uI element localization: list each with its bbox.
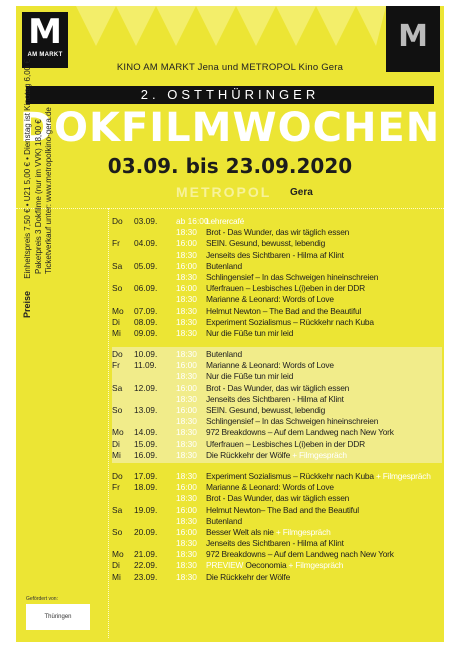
- schedule-row: [112, 560, 442, 571]
- row-time: 18:30: [176, 515, 197, 526]
- row-day: So: [112, 405, 123, 415]
- schedule-row: [112, 516, 442, 527]
- row-day: Di: [112, 316, 120, 327]
- row-date: 03.09.: [134, 216, 158, 226]
- row-date: 07.09.: [134, 305, 158, 316]
- row-time: 16:00: [176, 504, 197, 515]
- row-day: Do: [112, 216, 123, 226]
- schedule-row: [112, 450, 442, 461]
- row-film-title: Marianne & Leonard: Words of Love: [206, 294, 334, 305]
- row-time: 16:00: [176, 238, 197, 249]
- row-time: 18:30: [176, 327, 197, 338]
- schedule-week: [112, 214, 442, 341]
- logo-right-glyph: M: [398, 19, 428, 54]
- row-day: So: [112, 283, 123, 294]
- row-date: 08.09.: [134, 316, 158, 327]
- row-day: Sa: [112, 260, 123, 271]
- row-film: [206, 405, 325, 416]
- row-film-title: Butenland: [206, 260, 242, 271]
- row-film-title: Uferfrauen – Lesbisches L(i)eben in der DDR: [206, 438, 365, 449]
- row-day: Mo: [112, 549, 124, 560]
- row-film: [206, 283, 365, 294]
- row-date: 12.09.: [134, 382, 158, 393]
- row-time: 18:30: [176, 271, 197, 282]
- row-date: 17.09.: [134, 470, 158, 481]
- row-day: Mi: [112, 327, 121, 338]
- poster: [16, 6, 444, 642]
- cinemas-line: KINO AM MARKT Jena und METROPOL Kino Gera: [116, 62, 344, 73]
- row-date: 13.09.: [134, 405, 158, 415]
- row-date: 15.09.: [134, 438, 158, 449]
- row-film-title: SEIN. Gesund, bewusst, lebendig: [206, 405, 326, 415]
- row-prefix: PREVIEW: [206, 560, 244, 571]
- row-date: 14.09.: [134, 427, 158, 438]
- row-film-title: Jenseits des Sichtbaren - Hilma af Klint: [206, 249, 344, 260]
- row-film-title: Helmut Newton– The Bad and the Beautiful: [206, 504, 359, 515]
- row-day: Sa: [112, 504, 123, 515]
- sponsor-name: Thüringen: [44, 614, 72, 620]
- row-film: [206, 371, 293, 382]
- row-day: Mo: [112, 427, 124, 438]
- row-film: [206, 394, 344, 405]
- row-time: 16:00: [176, 526, 197, 537]
- schedule-row: [112, 471, 442, 482]
- schedule-row: [112, 317, 442, 328]
- row-film-title: Die Rückkehr der Wölfe: [206, 571, 291, 582]
- schedule-row: [112, 572, 442, 583]
- row-day: Mo: [112, 305, 124, 316]
- row-extra: + Filmgespräch: [275, 526, 331, 537]
- row-film: [206, 439, 365, 450]
- row-date: 11.09.: [134, 360, 157, 371]
- row-time: 18:30: [176, 249, 197, 260]
- row-film-title: Schlingensief – In das Schweigen hineinschreien: [206, 271, 379, 282]
- logo-left-glyph: M: [28, 12, 62, 52]
- row-film: [206, 349, 242, 360]
- row-film: [206, 416, 378, 427]
- row-time: 16:00: [176, 283, 197, 294]
- row-film: [206, 493, 349, 504]
- schedule-row: [112, 439, 442, 450]
- row-day: Mi: [112, 449, 121, 460]
- row-film: [206, 560, 343, 571]
- row-date: 05.09.: [134, 260, 158, 271]
- row-date: 19.09.: [134, 504, 158, 515]
- row-time: 18:30: [176, 305, 197, 316]
- schedule-week: [112, 347, 442, 463]
- row-date: 04.09.: [134, 238, 158, 249]
- ticket-url: Ticketverkauf unter: www.metropolkino-gera.de: [44, 107, 53, 274]
- row-film-title: Jenseits des Sichtbaren - Hilma af Klint: [206, 393, 344, 404]
- row-date: 21.09.: [134, 549, 158, 560]
- row-time: 18:30: [176, 438, 197, 449]
- schedule-row: [112, 328, 442, 339]
- row-film: [206, 227, 349, 238]
- row-day: Di: [112, 438, 120, 449]
- row-film: [206, 306, 361, 317]
- price-line-2: Paketpreis 3 Dokfilme (nur im VVK) 18,00 €: [33, 119, 43, 274]
- price-info: [22, 6, 55, 318]
- row-day: Do: [112, 349, 123, 360]
- row-time: 16:00: [176, 482, 197, 493]
- row-day: Sa: [112, 382, 123, 393]
- row-film-title: 972 Breakdowns – Auf dem Landweg nach New York: [206, 427, 394, 438]
- row-time: 18:30: [176, 427, 197, 438]
- price-label: Preise: [22, 290, 32, 318]
- row-day: Di: [112, 560, 120, 571]
- row-date: 22.09.: [134, 560, 158, 571]
- row-extra: + Filmgespräch: [288, 560, 344, 571]
- row-date: 18.09.: [134, 482, 158, 493]
- row-film: [206, 538, 344, 549]
- row-film-title: Helmut Newton – The Bad and the Beautiful: [206, 305, 362, 316]
- row-time: 16:00: [176, 260, 197, 271]
- row-film-title: 972 Breakdowns – Auf dem Landweg nach New York: [206, 549, 394, 560]
- row-film-title: Butenland: [206, 515, 242, 526]
- row-film-title: Brot - Das Wunder, das wir täglich essen: [206, 382, 350, 393]
- price-line-1: Einheitspreis 7,50 € • U21 5,00 € • Dienstag ist Kinotag 6,00 €: [23, 59, 32, 279]
- row-date: 10.09.: [134, 349, 158, 360]
- schedule-row: [112, 394, 442, 405]
- row-film-title: Butenland: [206, 349, 242, 360]
- row-film-title: Brot - Das Wunder, das wir täglich essen: [206, 493, 350, 504]
- row-time: 18:30: [176, 371, 197, 382]
- schedule-row: [112, 360, 442, 371]
- schedule-row: [112, 294, 442, 305]
- schedule-row: [112, 427, 442, 438]
- row-time: 18:30: [176, 470, 197, 481]
- thueringen-logo: [26, 604, 90, 630]
- row-film: [206, 238, 325, 249]
- row-time: 18:30: [176, 571, 197, 582]
- schedule-row: [112, 416, 442, 427]
- schedule-row: [112, 482, 442, 493]
- row-time: 18:30: [176, 316, 197, 327]
- row-time: 18:30: [176, 349, 197, 360]
- row-day: Do: [112, 470, 123, 481]
- row-film: [206, 317, 374, 328]
- row-film: [206, 505, 359, 516]
- row-time: 18:30: [176, 393, 197, 404]
- row-film: [206, 482, 334, 493]
- row-film: [206, 250, 344, 261]
- row-film: [206, 527, 331, 538]
- schedule-row: [112, 371, 442, 382]
- schedule-row: [112, 549, 442, 560]
- sponsor-label: Gefördert von:: [26, 596, 58, 602]
- row-date: 23.09.: [134, 571, 158, 582]
- row-film: [206, 471, 431, 482]
- row-time: 16:00: [176, 405, 197, 415]
- row-film-title: Experiment Sozialismus – Rückkehr nach Kuba: [206, 470, 374, 481]
- schedule-row: [112, 250, 442, 261]
- row-film-title: Oeconomia: [245, 560, 287, 571]
- row-date: 09.09.: [134, 327, 158, 338]
- row-film: [206, 383, 349, 394]
- row-time: 18:30: [176, 294, 197, 305]
- row-film: [206, 450, 347, 461]
- schedule-row: [112, 538, 442, 549]
- row-film-title: Jenseits des Sichtbaren - Hilma af Klint: [206, 538, 344, 549]
- row-film: [206, 272, 378, 283]
- row-film-title: Marianne & Leonard: Words of Love: [206, 482, 334, 493]
- row-film: [206, 549, 394, 560]
- row-film: [206, 572, 290, 583]
- schedule-row: [112, 505, 442, 516]
- divider-vertical: [108, 208, 109, 638]
- row-time: 16:00: [176, 360, 197, 371]
- row-day: Fr: [112, 482, 120, 493]
- schedule-row: [112, 227, 442, 238]
- sponsor: [26, 596, 90, 630]
- row-film: [206, 216, 244, 227]
- schedule-row: [112, 349, 442, 360]
- schedule-row: [112, 261, 442, 272]
- row-film-title: Uferfrauen – Lesbisches L(i)eben in der DDR: [206, 283, 365, 294]
- row-film: [206, 328, 293, 339]
- schedule-row: [112, 272, 442, 283]
- schedule-row: [112, 493, 442, 504]
- festival-title: DOKFILMWOCHEN: [19, 105, 441, 151]
- schedule-row: [112, 238, 442, 249]
- row-film-title: Experiment Sozialismus – Rückkehr nach Kuba: [206, 316, 374, 327]
- row-time: 18:30: [176, 549, 197, 560]
- row-film: [206, 516, 242, 527]
- schedule-week: [112, 469, 442, 585]
- row-time: ab 16:00: [176, 216, 209, 226]
- schedule-row: [112, 527, 442, 538]
- schedule-row: [112, 383, 442, 394]
- row-film-title: Nur die Füße tun mir leid: [206, 371, 294, 382]
- row-film-title: Marianne & Leonard: Words of Love: [206, 360, 334, 371]
- row-film: [206, 261, 242, 272]
- row-time: 18:30: [176, 449, 197, 460]
- row-film-title: Besser Welt als nie: [206, 526, 274, 537]
- venue-city: Gera: [290, 187, 313, 198]
- row-day: Mi: [112, 571, 121, 582]
- row-date: 20.09.: [134, 526, 158, 537]
- row-film-title: SEIN. Gesund, bewusst, lebendig: [206, 238, 326, 249]
- row-time: 18:30: [176, 416, 197, 427]
- divider-horizontal: [16, 208, 444, 209]
- schedule-row: [112, 405, 442, 416]
- row-film-title: Nur die Füße tun mir leid: [206, 327, 294, 338]
- row-time: 16:00: [176, 382, 197, 393]
- row-film-title: Die Rückkehr der Wölfe: [206, 449, 291, 460]
- schedule-row: [112, 306, 442, 317]
- row-extra: Lehrercafé: [206, 216, 245, 226]
- row-extra: + Filmgespräch: [292, 449, 347, 460]
- row-time: 18:30: [176, 227, 197, 238]
- row-time: 18:30: [176, 538, 197, 549]
- edition-banner: 2. OSTTHÜRINGER: [26, 86, 434, 104]
- row-film: [206, 294, 334, 305]
- row-time: 18:30: [176, 560, 197, 571]
- schedule-row: [112, 216, 442, 227]
- row-film: [206, 360, 334, 371]
- row-day: So: [112, 526, 123, 537]
- row-film-title: Brot - Das Wunder, das wir täglich essen: [206, 227, 350, 238]
- schedule-row: [112, 283, 442, 294]
- row-film-title: Schlingensief – In das Schweigen hineinschreien: [206, 416, 379, 427]
- venue-name: METROPOL: [176, 184, 272, 200]
- row-date: 16.09.: [134, 449, 158, 460]
- logo-left-text: AM MARKT: [27, 52, 63, 58]
- row-day: Fr: [112, 360, 120, 371]
- row-time: 18:30: [176, 493, 197, 504]
- row-day: Fr: [112, 238, 120, 249]
- schedule: [112, 214, 442, 585]
- festival-dates: 03.09. bis 23.09.2020: [107, 154, 353, 178]
- row-film: [206, 427, 394, 438]
- row-extra: + Filmgespräch: [375, 470, 431, 481]
- row-date: 06.09.: [134, 283, 158, 294]
